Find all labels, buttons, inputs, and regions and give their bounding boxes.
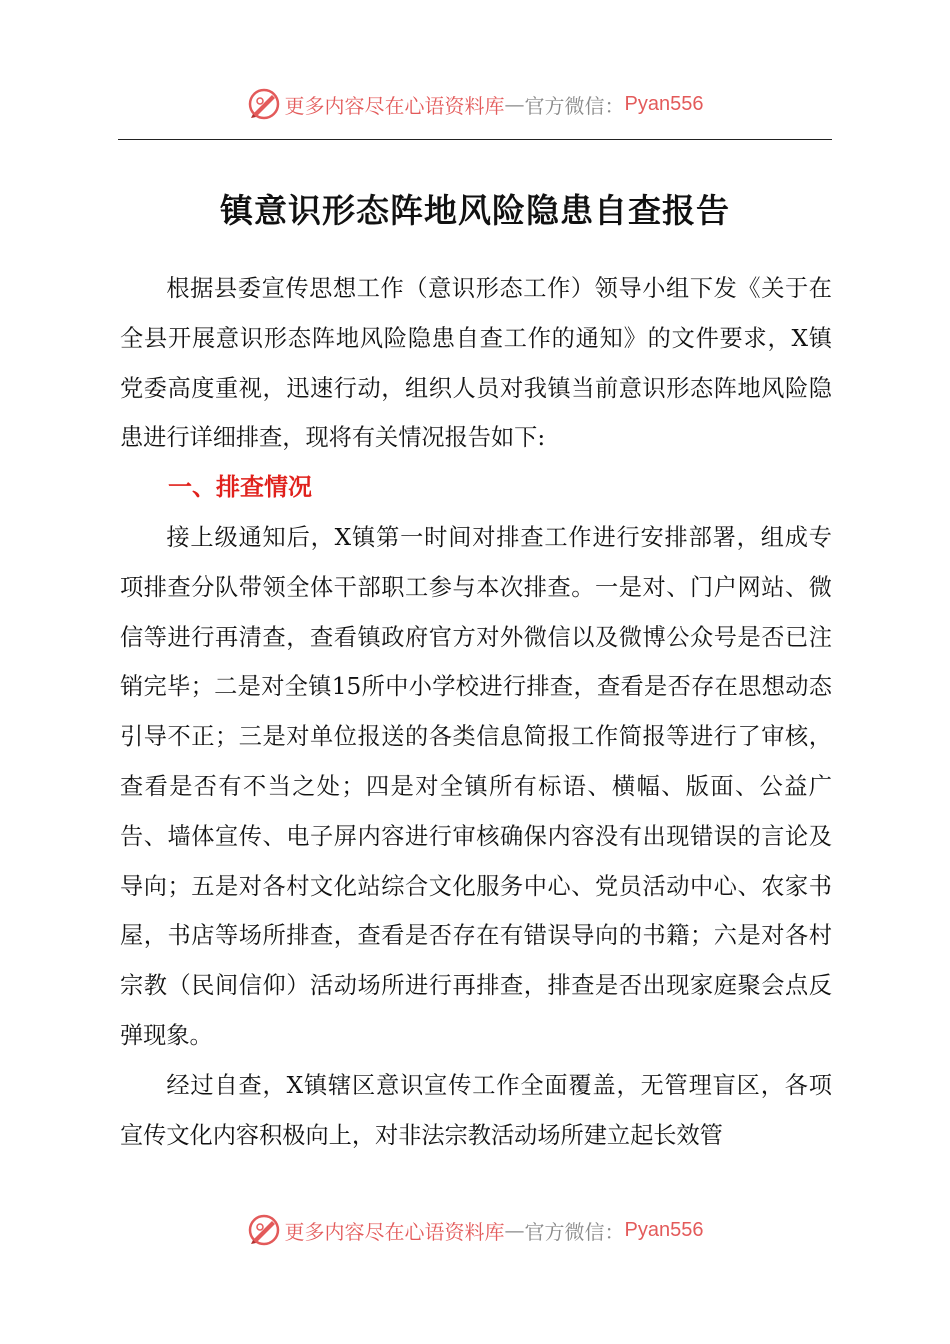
document-body bbox=[120, 264, 832, 1160]
header-divider bbox=[118, 139, 832, 140]
pen-logo-icon bbox=[247, 1213, 281, 1247]
intro-paragraph: 根据县委宣传思想工作（意识形态工作）领导小组下发《关于在全县开展意识形态阵地风险隐患自查工作的通知》的文件要求，X镇党委高度重视，迅速行动，组织人员对我镇当前意识形态阵地风险隐患进行详细排查，现将有关情况报告如下: bbox=[120, 275, 832, 452]
banner-wechat-id: Pyan556 bbox=[624, 1218, 704, 1241]
section-paragraph: 经过自查，X镇辖区意识宣传工作全面覆盖，无管理盲区，各项宣传文化内容积极向上，对非法宗教活动场所建立起长效管 bbox=[120, 1071, 832, 1149]
pen-logo-icon bbox=[247, 87, 281, 121]
banner-wechat-label: 官方微信： bbox=[524, 1219, 625, 1244]
header-banner bbox=[0, 84, 950, 124]
document-title: 镇意识形态阵地风险隐患自查报告 bbox=[220, 191, 730, 230]
banner-text: 更多内容尽在心语资料库 bbox=[284, 93, 505, 118]
banner-separator: — bbox=[504, 1218, 525, 1242]
banner-wechat-id: Pyan556 bbox=[624, 92, 704, 115]
banner-wechat-label: 官方微信： bbox=[524, 93, 625, 118]
section-heading: 一、排查情况 bbox=[168, 473, 312, 502]
banner-separator: — bbox=[504, 92, 525, 116]
banner-text: 更多内容尽在心语资料库 bbox=[284, 1219, 505, 1244]
footer-banner bbox=[0, 1210, 950, 1250]
section-paragraph: 接上级通知后，X镇第一时间对排查工作进行安排部署，组成专项排查分队带领全体干部职工参与本次排查。一是对、门户网站、微信等进行再清查，查看镇政府官方对外微信以及微博公众号是否已注销完毕；二是对全镇15所中小学校进行排查，查看是否存在思想动态引导不正；三是对单位报送的各类信息简报工作简报等进行了审核，查看是否有不当之处；四是对全镇所有标语、横幅、版面、公益广告、墙体宣传、电子屏内容进行审核确保内容没有出现错误的言论及导向；五是对各村文化站综合文化服务中心、党员活动中心、农家书屋，书店等场所排查，查看是否存在有错误导向的书籍；六是对各村宗教（民间信仰）活动场所进行再排查，排查是否出现家庭聚会点反弹现象。 bbox=[120, 523, 832, 1049]
